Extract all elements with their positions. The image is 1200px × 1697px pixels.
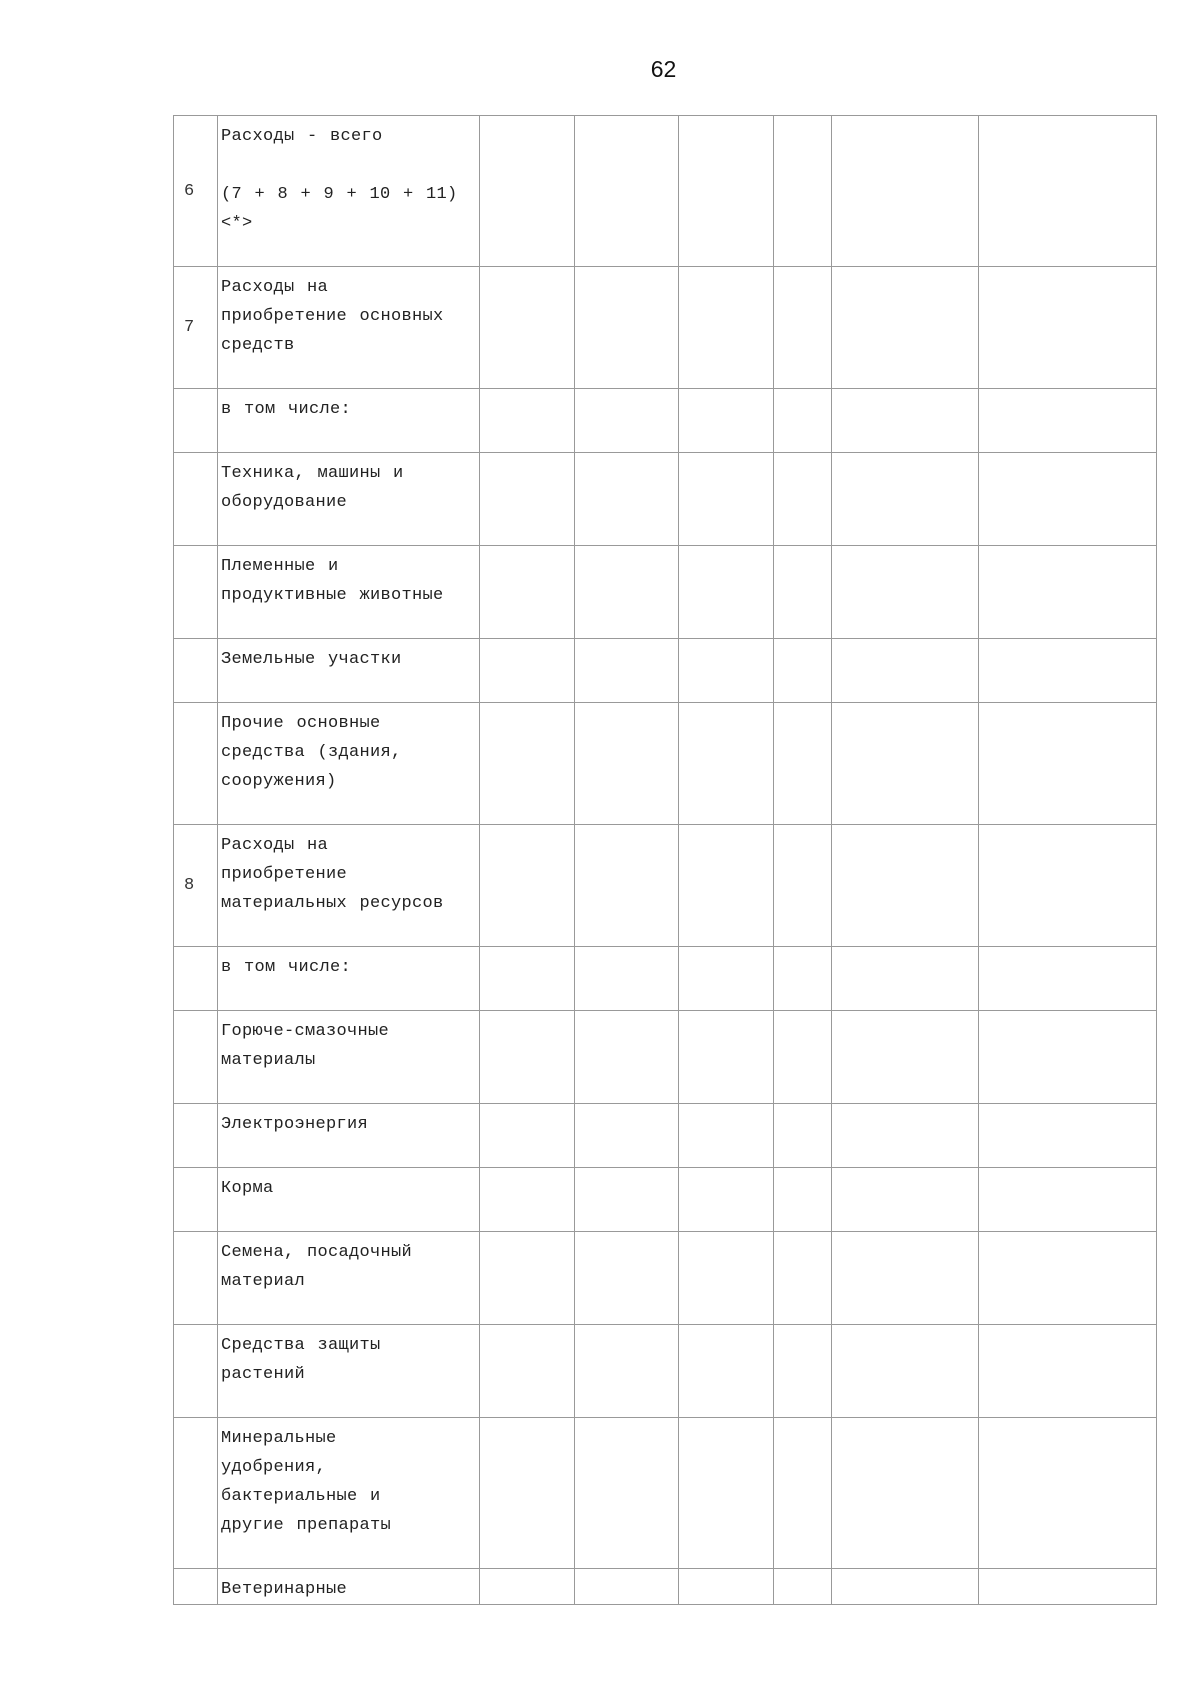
empty-cell	[774, 1325, 832, 1418]
empty-cell	[575, 1168, 679, 1232]
empty-cell	[575, 703, 679, 825]
empty-cell	[480, 1232, 575, 1325]
empty-cell	[979, 1104, 1157, 1168]
empty-cell	[480, 267, 575, 389]
row-number	[174, 1011, 218, 1104]
row-description: Семена, посадочный материал	[218, 1232, 480, 1325]
row-number	[174, 1232, 218, 1325]
empty-cell	[832, 267, 979, 389]
empty-cell	[832, 1325, 979, 1418]
empty-cell	[832, 1418, 979, 1569]
empty-cell	[774, 267, 832, 389]
empty-cell	[832, 116, 979, 267]
empty-cell	[774, 1569, 832, 1605]
empty-cell	[979, 639, 1157, 703]
empty-cell	[575, 453, 679, 546]
table-row	[174, 825, 1157, 947]
row-number	[174, 703, 218, 825]
empty-cell	[832, 1104, 979, 1168]
empty-cell	[575, 1011, 679, 1104]
empty-cell	[979, 1168, 1157, 1232]
row-number	[174, 1325, 218, 1418]
table-row	[174, 1569, 1157, 1605]
empty-cell	[979, 116, 1157, 267]
page-number: 62	[650, 56, 677, 82]
empty-cell	[979, 389, 1157, 453]
empty-cell	[774, 947, 832, 1011]
empty-cell	[774, 1232, 832, 1325]
empty-cell	[832, 389, 979, 453]
empty-cell	[679, 546, 774, 639]
empty-cell	[979, 1232, 1157, 1325]
empty-cell	[774, 1104, 832, 1168]
empty-cell	[679, 389, 774, 453]
table-row	[174, 1418, 1157, 1569]
table-row	[174, 639, 1157, 703]
empty-cell	[575, 1418, 679, 1569]
row-description: Горюче-смазочные материалы	[218, 1011, 480, 1104]
empty-cell	[832, 1569, 979, 1605]
empty-cell	[832, 825, 979, 947]
row-description: Минеральные удобрения, бактериальные и другие препараты	[218, 1418, 480, 1569]
empty-cell	[679, 825, 774, 947]
empty-cell	[832, 1011, 979, 1104]
empty-cell	[575, 1569, 679, 1605]
table-row	[174, 1325, 1157, 1418]
empty-cell	[979, 453, 1157, 546]
empty-cell	[774, 703, 832, 825]
empty-cell	[575, 1232, 679, 1325]
empty-cell	[575, 1104, 679, 1168]
row-description: Средства защиты растений	[218, 1325, 480, 1418]
row-number	[174, 639, 218, 703]
row-description: Прочие основные средства (здания, сооружения)	[218, 703, 480, 825]
empty-cell	[979, 703, 1157, 825]
empty-cell	[575, 389, 679, 453]
row-number	[174, 546, 218, 639]
table-row	[174, 703, 1157, 825]
empty-cell	[979, 1418, 1157, 1569]
empty-cell	[679, 116, 774, 267]
empty-cell	[774, 116, 832, 267]
table-row	[174, 1011, 1157, 1104]
empty-cell	[480, 1168, 575, 1232]
empty-cell	[774, 453, 832, 546]
empty-cell	[679, 1168, 774, 1232]
empty-cell	[575, 639, 679, 703]
empty-cell	[979, 1325, 1157, 1418]
row-description: Корма	[218, 1168, 480, 1232]
empty-cell	[774, 639, 832, 703]
row-description: в том числе:	[218, 947, 480, 1011]
empty-cell	[832, 703, 979, 825]
row-description: Племенные и продуктивные животные	[218, 546, 480, 639]
empty-cell	[575, 116, 679, 267]
empty-cell	[480, 1011, 575, 1104]
empty-cell	[774, 1418, 832, 1569]
empty-cell	[480, 1418, 575, 1569]
empty-cell	[832, 1232, 979, 1325]
empty-cell	[679, 639, 774, 703]
empty-cell	[679, 1104, 774, 1168]
empty-cell	[480, 703, 575, 825]
table-row	[174, 453, 1157, 546]
row-number	[174, 1569, 218, 1605]
row-description: Электроэнергия	[218, 1104, 480, 1168]
table-row	[174, 947, 1157, 1011]
empty-cell	[679, 267, 774, 389]
table-row	[174, 1168, 1157, 1232]
empty-cell	[679, 1325, 774, 1418]
row-description: Ветеринарные	[218, 1569, 480, 1605]
table-row	[174, 1104, 1157, 1168]
empty-cell	[679, 703, 774, 825]
row-number	[174, 947, 218, 1011]
empty-cell	[979, 546, 1157, 639]
row-number: 8	[174, 825, 218, 947]
empty-cell	[679, 1232, 774, 1325]
empty-cell	[679, 947, 774, 1011]
empty-cell	[575, 546, 679, 639]
empty-cell	[679, 1418, 774, 1569]
table-row	[174, 116, 1157, 267]
table-row	[174, 267, 1157, 389]
row-number	[174, 1168, 218, 1232]
row-description: Расходы на приобретение материальных ресурсов	[218, 825, 480, 947]
table-row	[174, 1232, 1157, 1325]
empty-cell	[979, 1011, 1157, 1104]
row-description: Земельные участки	[218, 639, 480, 703]
row-number	[174, 453, 218, 546]
empty-cell	[774, 546, 832, 639]
empty-cell	[832, 639, 979, 703]
empty-cell	[480, 389, 575, 453]
row-description: Расходы - всего (7 + 8 + 9 + 10 + 11) <*>	[218, 116, 480, 267]
empty-cell	[774, 389, 832, 453]
row-description: Техника, машины и оборудование	[218, 453, 480, 546]
row-number: 7	[174, 267, 218, 389]
empty-cell	[480, 825, 575, 947]
empty-cell	[480, 1104, 575, 1168]
expenses-table	[173, 115, 1157, 1605]
empty-cell	[480, 947, 575, 1011]
empty-cell	[575, 947, 679, 1011]
empty-cell	[979, 1569, 1157, 1605]
empty-cell	[575, 1325, 679, 1418]
empty-cell	[480, 639, 575, 703]
empty-cell	[575, 267, 679, 389]
row-description: Расходы на приобретение основных средств	[218, 267, 480, 389]
empty-cell	[480, 1569, 575, 1605]
row-number	[174, 1104, 218, 1168]
empty-cell	[774, 1168, 832, 1232]
empty-cell	[774, 1011, 832, 1104]
empty-cell	[480, 116, 575, 267]
empty-cell	[832, 1168, 979, 1232]
table-row	[174, 546, 1157, 639]
empty-cell	[832, 546, 979, 639]
empty-cell	[480, 453, 575, 546]
empty-cell	[480, 1325, 575, 1418]
empty-cell	[979, 947, 1157, 1011]
empty-cell	[679, 1569, 774, 1605]
row-number	[174, 1418, 218, 1569]
empty-cell	[575, 825, 679, 947]
row-number: 6	[174, 116, 218, 267]
empty-cell	[832, 453, 979, 546]
empty-cell	[832, 947, 979, 1011]
empty-cell	[774, 825, 832, 947]
empty-cell	[979, 267, 1157, 389]
row-number	[174, 389, 218, 453]
empty-cell	[679, 1011, 774, 1104]
empty-cell	[979, 825, 1157, 947]
empty-cell	[679, 453, 774, 546]
row-description: в том числе:	[218, 389, 480, 453]
empty-cell	[480, 546, 575, 639]
table-row	[174, 389, 1157, 453]
